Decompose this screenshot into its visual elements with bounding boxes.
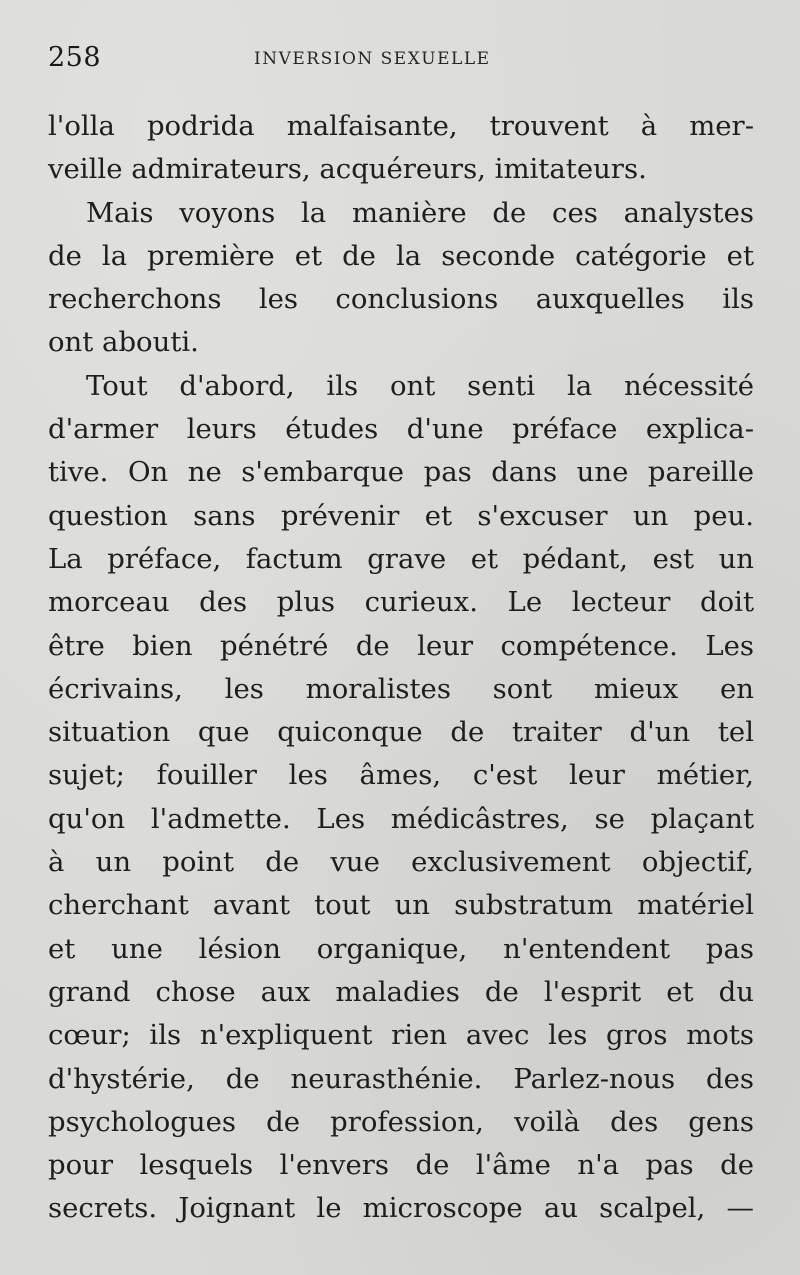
text-line: psychologues de profession, voilà des gens [48, 1105, 754, 1138]
running-title: INVERSION SEXUELLE [254, 49, 491, 69]
text-line: pour lesquels l'envers de l'âme n'a pas de [48, 1149, 754, 1182]
text-line: morceau des plus curieux. Le lecteur doit [48, 586, 754, 619]
text-line: ont abouti. [48, 326, 199, 359]
text-line: sujet; fouiller les âmes, c'est leur métier, [48, 759, 754, 792]
text-line: à un point de vue exclusivement objectif, [48, 846, 754, 879]
text-line: question sans prévenir et s'excuser un peu. [48, 499, 754, 532]
text-line: situation que quiconque de traiter d'un tel [48, 716, 754, 749]
text-line: cherchant avant tout un substratum matériel [48, 889, 754, 922]
text-line: grand chose aux maladies de l'esprit et du [48, 975, 754, 1008]
text-line: tive. On ne s'embarque pas dans une pareille [48, 456, 754, 489]
text-line: d'armer leurs études d'une préface explica- [48, 413, 754, 446]
text-line: écrivains, les moralistes sont mieux en [48, 672, 754, 705]
text-line: de la première et de la seconde catégorie et [48, 239, 754, 272]
text-line: veille admirateurs, acquéreurs, imitateurs. [48, 153, 647, 186]
paragraph-first-line: Mais voyons la manière de ces analystes [86, 196, 754, 229]
text-line: qu'on l'admette. Les médicâstres, se plaçant [48, 802, 754, 835]
text-line: être bien pénétré de leur compétence. Les [48, 629, 754, 662]
text-line: cœur; ils n'expliquent rien avec les gros mots [48, 1019, 754, 1052]
text-line: secrets. Joignant le microscope au scalpel, — [48, 1192, 754, 1225]
page-number: 258 [48, 42, 102, 73]
running-head [48, 42, 748, 82]
paragraph-first-line: Tout d'abord, ils ont senti la nécessité [86, 369, 754, 402]
body-text [48, 105, 754, 1231]
text-line: et une lésion organique, n'entendent pas [48, 932, 754, 965]
text-line: recherchons les conclusions auxquelles ils [48, 283, 754, 316]
text-line: l'olla podrida malfaisante, trouvent à mer- [48, 110, 754, 142]
text-line: d'hystérie, de neurasthénie. Parlez-nous des [48, 1062, 754, 1095]
text-line: La préface, factum grave et pédant, est un [48, 542, 754, 575]
